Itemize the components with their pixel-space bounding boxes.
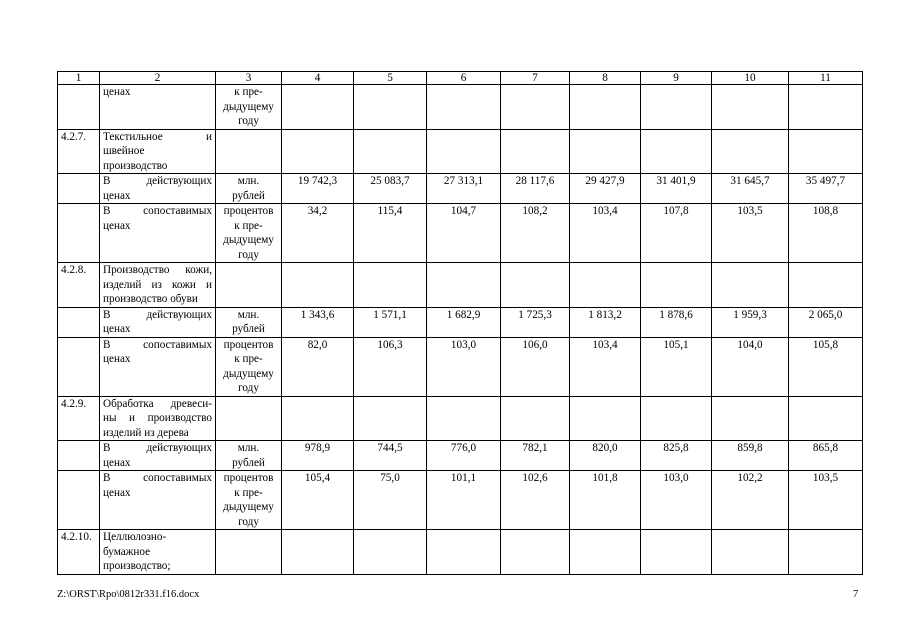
indicator-name-line: В действующих: [103, 308, 212, 321]
row-indicator-name: [100, 441, 216, 471]
unit-line: процентов: [223, 472, 274, 484]
indicator-name-line: ценах: [103, 323, 131, 335]
row-code: [58, 337, 100, 396]
value-cell-col-7: [501, 263, 570, 308]
row-code: [58, 85, 100, 130]
value-cell-col-11: 103,5: [789, 471, 863, 530]
value-cell-col-6: 776,0: [427, 441, 501, 471]
indicator-name-line: В сопоставимых: [103, 472, 212, 484]
unit-line: процентов: [223, 205, 274, 217]
value-cell-col-8: 101,8: [570, 471, 641, 530]
row-indicator-name: [100, 174, 216, 204]
row-unit: [216, 396, 282, 441]
indicator-name-line: изделий из дерева: [103, 426, 189, 439]
value-cell-col-6: 101,1: [427, 471, 501, 530]
value-cell-col-8: 103,4: [570, 204, 641, 263]
table-row: [58, 129, 863, 174]
indicator-name-line: производство: [103, 159, 168, 172]
value-cell-col-11: 2 065,0: [789, 307, 863, 337]
value-cell-col-4: 34,2: [282, 204, 354, 263]
table-row: [58, 204, 863, 263]
value-cell-col-9: 105,1: [641, 337, 712, 396]
table-row: [58, 174, 863, 204]
value-cell-col-11: 105,8: [789, 337, 863, 396]
value-cell-col-9: [641, 129, 712, 174]
value-cell-col-5: 75,0: [354, 471, 427, 530]
row-code: 4.2.9.: [58, 396, 100, 441]
value-cell-col-11: [789, 396, 863, 441]
value-cell-col-5: [354, 263, 427, 308]
header-cell-6: 6: [427, 72, 501, 85]
unit-line: к пре-: [234, 219, 263, 232]
value-cell-col-5: 744,5: [354, 441, 427, 471]
footer-file-path: Z:\ORST\Rpo\0812r331.f16.docx: [57, 589, 200, 600]
indicator-name-line: ценах: [103, 486, 131, 499]
row-unit: [216, 307, 282, 337]
value-cell-col-10: 103,5: [712, 204, 789, 263]
value-cell-col-11: [789, 129, 863, 174]
indicator-name-line: Производство кожи,: [103, 264, 212, 276]
value-cell-col-10: [712, 263, 789, 308]
unit-line: к пре-: [234, 353, 263, 365]
value-cell-col-10: [712, 85, 789, 130]
value-cell-col-5: 115,4: [354, 204, 427, 263]
value-cell-col-9: 1 878,6: [641, 307, 712, 337]
row-code: [58, 307, 100, 337]
row-code: [58, 441, 100, 471]
unit-line: к пре-: [234, 486, 263, 499]
unit-line: дыдущему: [223, 501, 274, 513]
header-cell-9: 9: [641, 72, 712, 85]
value-cell-col-8: [570, 263, 641, 308]
header-cell-11: 11: [789, 72, 863, 85]
value-cell-col-4: 105,4: [282, 471, 354, 530]
value-cell-col-7: 108,2: [501, 204, 570, 263]
unit-line: рублей: [232, 189, 265, 202]
footer-page-number: 7: [853, 589, 859, 600]
header-row: [58, 72, 863, 85]
value-cell-col-6: 27 313,1: [427, 174, 501, 204]
data-table: [57, 71, 863, 575]
value-cell-col-6: [427, 263, 501, 308]
table-row: [58, 337, 863, 396]
header-cell-7: 7: [501, 72, 570, 85]
value-cell-col-4: [282, 396, 354, 441]
value-cell-col-9: 103,0: [641, 471, 712, 530]
value-cell-col-4: [282, 85, 354, 130]
value-cell-col-6: [427, 85, 501, 130]
value-cell-col-7: 106,0: [501, 337, 570, 396]
table-row: [58, 441, 863, 471]
value-cell-col-5: 106,3: [354, 337, 427, 396]
row-unit: [216, 337, 282, 396]
value-cell-col-11: 865,8: [789, 441, 863, 471]
row-unit: [216, 129, 282, 174]
value-cell-col-10: 31 645,7: [712, 174, 789, 204]
value-cell-col-9: [641, 396, 712, 441]
value-cell-col-8: 1 813,2: [570, 307, 641, 337]
value-cell-col-8: [570, 129, 641, 174]
value-cell-col-5: 25 083,7: [354, 174, 427, 204]
table-body: [58, 72, 863, 575]
unit-line: году: [238, 382, 259, 394]
indicator-name-line: бумажное: [103, 545, 151, 558]
row-indicator-name: [100, 263, 216, 308]
value-cell-col-7: [501, 85, 570, 130]
row-indicator-name: [100, 337, 216, 396]
unit-line: млн.: [237, 442, 260, 454]
row-code: 4.2.10.: [58, 530, 100, 575]
row-unit: [216, 85, 282, 130]
value-cell-col-5: [354, 530, 427, 575]
indicator-name-line: В действующих: [103, 175, 212, 187]
indicator-name-line: ценах: [103, 86, 131, 98]
value-cell-col-11: 35 497,7: [789, 174, 863, 204]
indicator-name-line: Обработка древеси-: [103, 397, 212, 410]
indicator-name-line: В действующих: [103, 442, 212, 454]
value-cell-col-8: 29 427,9: [570, 174, 641, 204]
unit-line: дыдущему: [223, 367, 274, 380]
value-cell-col-7: 102,6: [501, 471, 570, 530]
value-cell-col-5: [354, 129, 427, 174]
row-indicator-name: [100, 396, 216, 441]
value-cell-col-8: [570, 396, 641, 441]
value-cell-col-6: 103,0: [427, 337, 501, 396]
value-cell-col-10: 1 959,3: [712, 307, 789, 337]
value-cell-col-6: [427, 129, 501, 174]
value-cell-col-10: 104,0: [712, 337, 789, 396]
value-cell-col-5: [354, 85, 427, 130]
value-cell-col-6: 1 682,9: [427, 307, 501, 337]
header-cell-3: 3: [216, 72, 282, 85]
unit-line: году: [238, 248, 259, 261]
row-indicator-name: [100, 129, 216, 174]
row-unit: [216, 471, 282, 530]
table-row: [58, 396, 863, 441]
row-unit: [216, 530, 282, 575]
value-cell-col-4: [282, 129, 354, 174]
indicator-name-line: производство обуви: [103, 293, 198, 305]
unit-line: рублей: [232, 456, 265, 469]
value-cell-col-10: 859,8: [712, 441, 789, 471]
value-cell-col-10: [712, 129, 789, 174]
header-cell-4: 4: [282, 72, 354, 85]
value-cell-col-10: [712, 530, 789, 575]
header-cell-8: 8: [570, 72, 641, 85]
value-cell-col-4: [282, 530, 354, 575]
row-code: 4.2.8.: [58, 263, 100, 308]
value-cell-col-7: 1 725,3: [501, 307, 570, 337]
unit-line: дыдущему: [223, 100, 274, 113]
indicator-name-line: ценах: [103, 456, 131, 469]
value-cell-col-4: 978,9: [282, 441, 354, 471]
row-indicator-name: [100, 530, 216, 575]
value-cell-col-5: [354, 396, 427, 441]
row-unit: [216, 174, 282, 204]
row-unit: [216, 263, 282, 308]
table-row: [58, 85, 863, 130]
value-cell-col-11: [789, 85, 863, 130]
row-code: [58, 204, 100, 263]
unit-line: дыдущему: [223, 234, 274, 246]
row-indicator-name: [100, 85, 216, 130]
row-unit: [216, 204, 282, 263]
row-indicator-name: [100, 204, 216, 263]
header-cell-2: 2: [100, 72, 216, 85]
value-cell-col-11: [789, 530, 863, 575]
indicator-name-line: ценах: [103, 189, 131, 202]
unit-line: рублей: [232, 323, 265, 335]
value-cell-col-4: 82,0: [282, 337, 354, 396]
value-cell-col-7: [501, 129, 570, 174]
row-indicator-name: [100, 471, 216, 530]
table-row: [58, 307, 863, 337]
value-cell-col-5: 1 571,1: [354, 307, 427, 337]
value-cell-col-8: [570, 85, 641, 130]
value-cell-col-9: 825,8: [641, 441, 712, 471]
unit-line: млн.: [237, 175, 260, 187]
indicator-name-line: ны и производство: [103, 412, 212, 424]
indicator-name-line: В сопоставимых: [103, 338, 212, 351]
row-code: [58, 471, 100, 530]
row-code: [58, 174, 100, 204]
value-cell-col-11: 108,8: [789, 204, 863, 263]
value-cell-col-10: 102,2: [712, 471, 789, 530]
value-cell-col-11: [789, 263, 863, 308]
value-cell-col-7: 28 117,6: [501, 174, 570, 204]
value-cell-col-7: [501, 396, 570, 441]
value-cell-col-8: [570, 530, 641, 575]
row-unit: [216, 441, 282, 471]
value-cell-col-9: [641, 530, 712, 575]
header-cell-1: 1: [58, 72, 100, 85]
value-cell-col-4: [282, 263, 354, 308]
unit-line: к пре-: [234, 86, 263, 98]
unit-line: году: [238, 515, 259, 528]
table-row: [58, 471, 863, 530]
indicator-name-line: изделий из кожи и: [103, 278, 212, 291]
indicator-name-line: ценах: [103, 219, 131, 232]
value-cell-col-6: 104,7: [427, 204, 501, 263]
value-cell-col-10: [712, 396, 789, 441]
row-indicator-name: [100, 307, 216, 337]
unit-line: млн.: [237, 308, 260, 321]
table-row: [58, 263, 863, 308]
unit-line: процентов: [223, 338, 274, 351]
row-code: 4.2.7.: [58, 129, 100, 174]
indicator-name-line: Целлюлозно-: [103, 531, 167, 543]
value-cell-col-7: 782,1: [501, 441, 570, 471]
indicator-name-line: ценах: [103, 353, 131, 365]
value-cell-col-7: [501, 530, 570, 575]
header-cell-10: 10: [712, 72, 789, 85]
indicator-name-line: В сопоставимых: [103, 205, 212, 217]
unit-line: году: [238, 115, 259, 127]
value-cell-col-9: [641, 85, 712, 130]
value-cell-col-6: [427, 396, 501, 441]
indicator-name-line: производство;: [103, 560, 171, 572]
value-cell-col-8: 820,0: [570, 441, 641, 471]
value-cell-col-4: 19 742,3: [282, 174, 354, 204]
header-cell-5: 5: [354, 72, 427, 85]
value-cell-col-9: [641, 263, 712, 308]
value-cell-col-8: 103,4: [570, 337, 641, 396]
value-cell-col-9: 31 401,9: [641, 174, 712, 204]
value-cell-col-4: 1 343,6: [282, 307, 354, 337]
indicator-name-line: Текстильное и: [103, 130, 212, 143]
value-cell-col-9: 107,8: [641, 204, 712, 263]
value-cell-col-6: [427, 530, 501, 575]
table-row: [58, 530, 863, 575]
indicator-name-line: швейное: [103, 145, 145, 157]
